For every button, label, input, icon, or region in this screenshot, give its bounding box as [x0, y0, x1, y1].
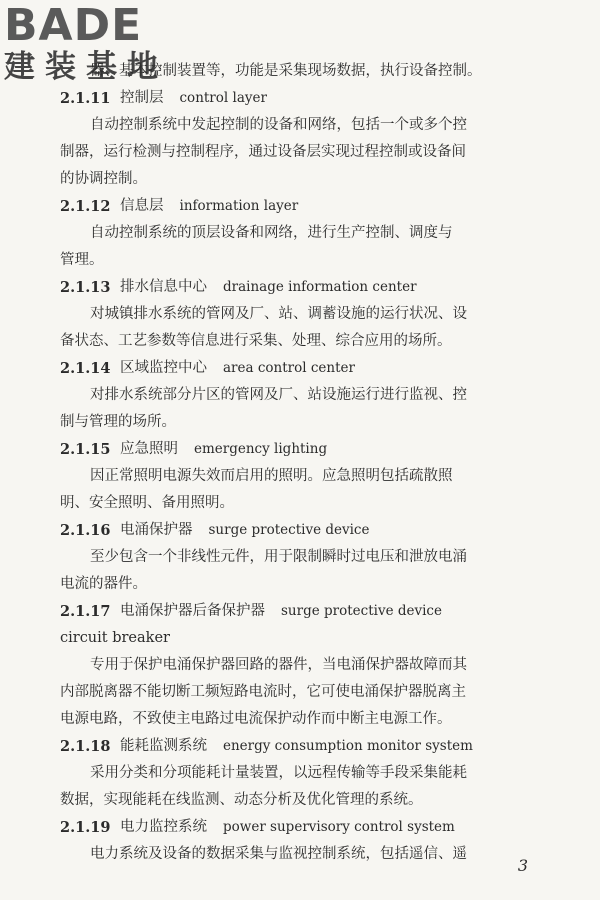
clause-number: 2.1.19 [60, 819, 111, 836]
clause-heading [60, 733, 538, 760]
clause-number: 2.1.14 [60, 360, 111, 377]
term-chinese: 排水信息中心 [120, 279, 207, 295]
term-chinese: 能耗监测系统 [120, 738, 207, 754]
body-text-line: 制器，运行检测与控制程序，通过设备层实现过程控制或设备间 [60, 144, 466, 160]
clause-heading [60, 274, 538, 301]
clause-heading [60, 355, 538, 382]
term-chinese: 应急照明 [120, 441, 178, 457]
body-text-line: 采用分类和分项能耗计量装置，以远程传输等手段采集能耗 [90, 765, 467, 781]
term-english: surge protective device [281, 603, 442, 619]
body-text-line: 内部脱离器不能切断工频短路电流时，它可使电涌保护器脱离主 [60, 684, 466, 700]
body-text-line: 对城镇排水系统的管网及厂、站、调蓄设施的运行状况、设 [90, 306, 467, 322]
term-english: area control center [223, 360, 355, 376]
body-text-line: 自动控制系统中发起控制的设备和网络，包括一个或多个控 [90, 117, 467, 133]
clause-number: 2.1.16 [60, 522, 111, 539]
body-text-line: 器、基本控制装置等，功能是采集现场数据，执行设备控制。 [90, 63, 482, 79]
body-text-line: 对排水系统部分片区的管网及厂、站设施运行进行监视、控 [90, 387, 467, 403]
clause-number: 2.1.15 [60, 441, 111, 458]
body-text-line: 数据，实现能耗在线监测、动态分析及优化管理的系统。 [60, 792, 423, 808]
clause-heading [60, 598, 538, 625]
document-body [60, 58, 538, 868]
clause-heading [60, 436, 538, 463]
clause-heading [60, 193, 538, 220]
term-chinese: 电力监控系统 [120, 819, 207, 835]
page-number: 3 [517, 856, 528, 875]
body-text-line: 专用于保护电涌保护器回路的器件，当电涌保护器故障而其 [90, 657, 467, 673]
term-english: power supervisory control system [223, 819, 455, 835]
body-text-line: 至少包含一个非线性元件，用于限制瞬时过电压和泄放电涌 [90, 549, 467, 565]
body-text-line: 自动控制系统的顶层设备和网络，进行生产控制、调度与 [90, 225, 453, 241]
term-chinese: 电涌保护器 [120, 522, 193, 538]
body-text-line: 电力系统及设备的数据采集与监视控制系统，包括遥信、遥 [90, 846, 467, 862]
clause-heading [60, 85, 538, 112]
term-english: emergency lighting [194, 441, 328, 457]
body-text-line: 电流的器件。 [60, 576, 147, 592]
body-text-line: circuit breaker [60, 630, 170, 646]
watermark-subtitle: 建装基地 [4, 49, 168, 85]
term-english: surge protective device [208, 522, 370, 538]
term-english: energy consumption monitor system [223, 738, 473, 754]
term-chinese: 电涌保护器后备保护器 [120, 603, 265, 619]
clause-number: 2.1.11 [60, 90, 111, 107]
body-text-line: 制与管理的场所。 [60, 414, 176, 430]
body-text-line: 电源电路，不致使主电路过电流保护动作而中断主电源工作。 [60, 711, 452, 727]
clause-number: 2.1.18 [60, 738, 111, 755]
term-english: control layer [179, 90, 267, 106]
term-english: drainage information center [223, 279, 417, 295]
clause-number: 2.1.12 [60, 198, 111, 215]
term-chinese: 区域监控中心 [120, 360, 207, 376]
term-english: information layer [179, 198, 299, 214]
clause-number: 2.1.17 [60, 603, 111, 620]
body-text-line: 管理。 [60, 252, 104, 268]
term-chinese: 信息层 [120, 198, 164, 214]
body-text-line: 的协调控制。 [60, 171, 147, 187]
clause-heading [60, 814, 538, 841]
watermark-brand: BADE [4, 0, 143, 51]
body-text-line: 因正常照明电源失效而启用的照明。应急照明包括疏散照 [90, 468, 453, 484]
body-text-line: 明、安全照明、备用照明。 [60, 495, 234, 511]
clause-number: 2.1.13 [60, 279, 111, 296]
term-chinese: 控制层 [120, 90, 164, 106]
body-text-line: 备状态、工艺参数等信息进行采集、处理、综合应用的场所。 [60, 333, 452, 349]
clause-heading [60, 517, 538, 544]
